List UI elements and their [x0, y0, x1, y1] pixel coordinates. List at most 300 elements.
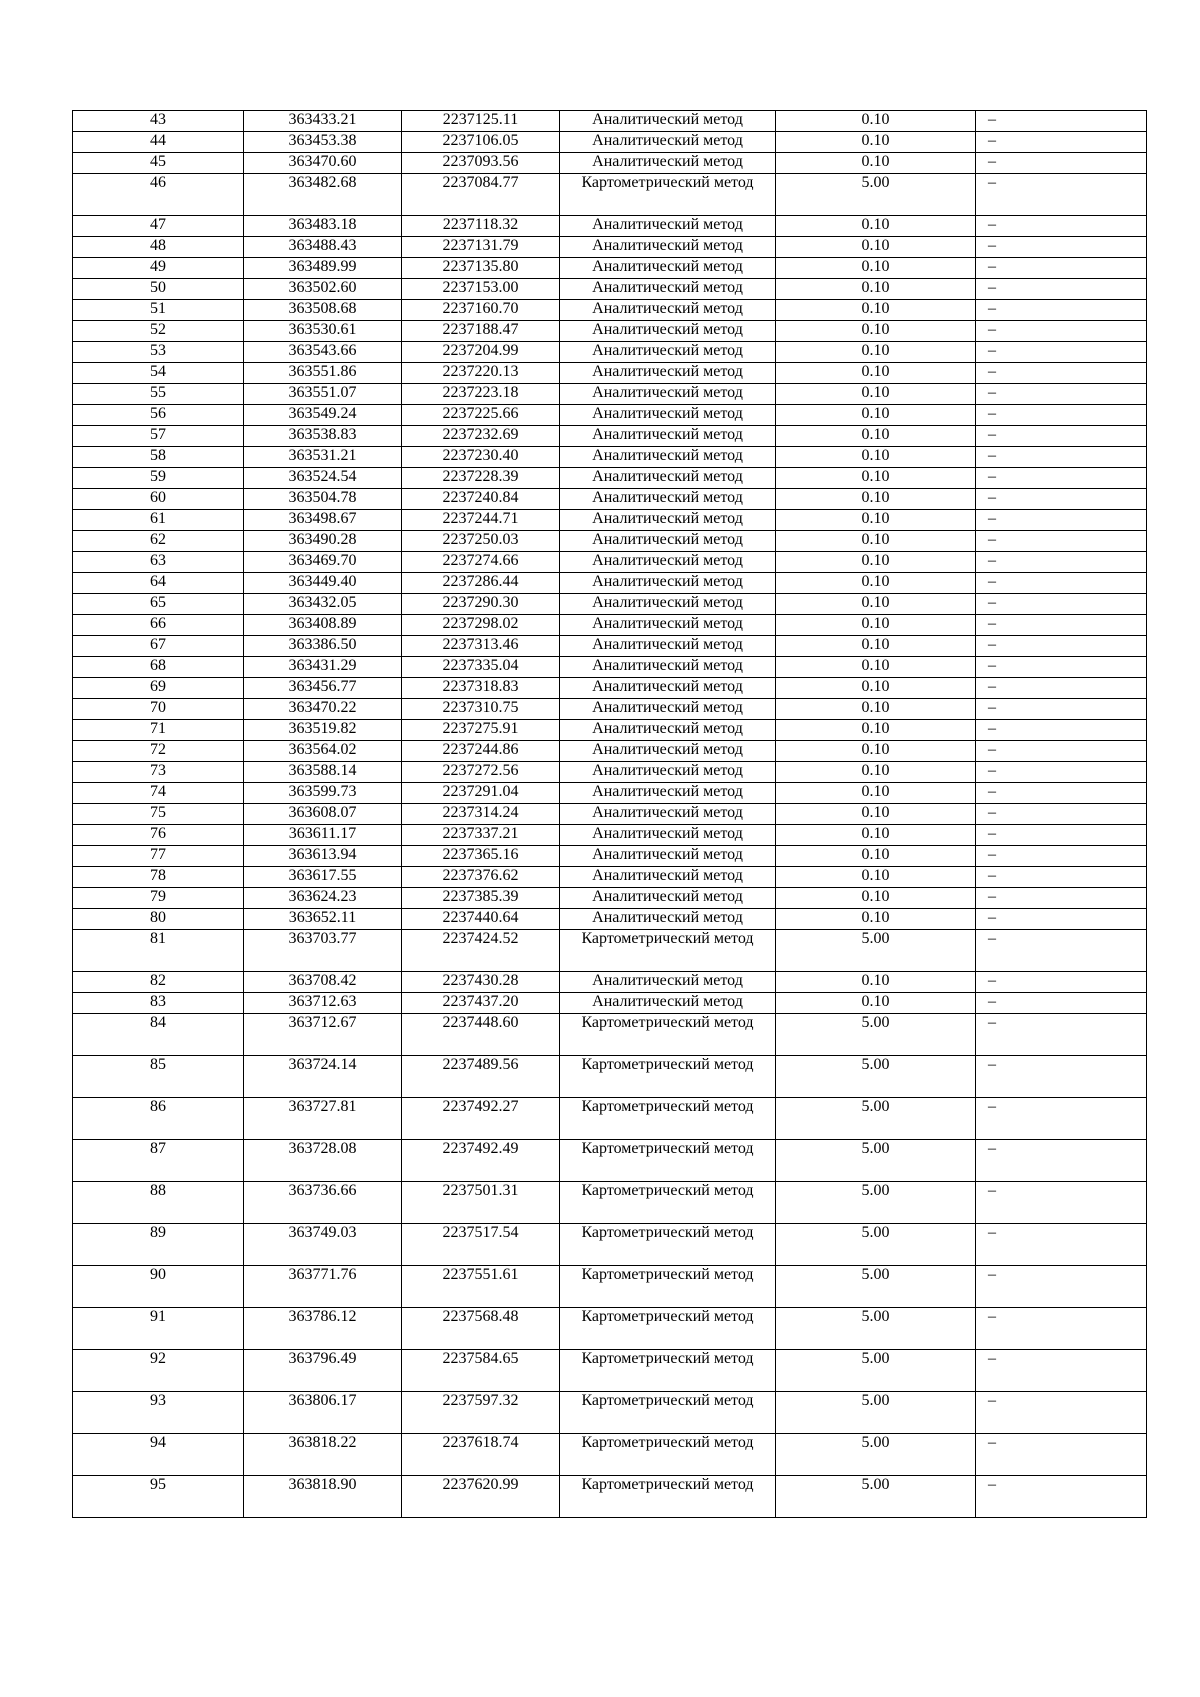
remark-cell: – [976, 804, 1147, 825]
method-cell: Аналитический метод [560, 531, 776, 552]
table-row [73, 132, 1147, 153]
y-coordinate-cell: 2237160.70 [402, 300, 560, 321]
point-number-cell: 94 [73, 1434, 244, 1476]
y-coordinate-cell: 2237437.20 [402, 993, 560, 1014]
y-coordinate-cell: 2237318.83 [402, 678, 560, 699]
accuracy-cell: 0.10 [776, 720, 976, 741]
accuracy-cell: 0.10 [776, 426, 976, 447]
method-cell: Аналитический метод [560, 657, 776, 678]
table-row [73, 342, 1147, 363]
remark-cell: – [976, 1224, 1147, 1266]
remark-cell: – [976, 132, 1147, 153]
method-cell: Аналитический метод [560, 993, 776, 1014]
remark-cell: – [976, 510, 1147, 531]
method-cell: Аналитический метод [560, 972, 776, 993]
x-coordinate-cell: 363712.67 [244, 1014, 402, 1056]
point-number-cell: 69 [73, 678, 244, 699]
table-row [73, 279, 1147, 300]
table-row [73, 426, 1147, 447]
remark-cell: – [976, 573, 1147, 594]
point-number-cell: 53 [73, 342, 244, 363]
table-row [73, 699, 1147, 720]
accuracy-cell: 5.00 [776, 1224, 976, 1266]
x-coordinate-cell: 363431.29 [244, 657, 402, 678]
accuracy-cell: 5.00 [776, 1434, 976, 1476]
remark-cell: – [976, 1014, 1147, 1056]
y-coordinate-cell: 2237313.46 [402, 636, 560, 657]
remark-cell: – [976, 678, 1147, 699]
y-coordinate-cell: 2237492.27 [402, 1098, 560, 1140]
accuracy-cell: 0.10 [776, 153, 976, 174]
y-coordinate-cell: 2237365.16 [402, 846, 560, 867]
table-row [73, 888, 1147, 909]
y-coordinate-cell: 2237597.32 [402, 1392, 560, 1434]
point-number-cell: 75 [73, 804, 244, 825]
method-cell: Аналитический метод [560, 489, 776, 510]
y-coordinate-cell: 2237291.04 [402, 783, 560, 804]
remark-cell: – [976, 300, 1147, 321]
method-cell: Аналитический метод [560, 447, 776, 468]
table-row [73, 1098, 1147, 1140]
y-coordinate-cell: 2237430.28 [402, 972, 560, 993]
x-coordinate-cell: 363708.42 [244, 972, 402, 993]
accuracy-cell: 0.10 [776, 867, 976, 888]
x-coordinate-cell: 363449.40 [244, 573, 402, 594]
y-coordinate-cell: 2237618.74 [402, 1434, 560, 1476]
table-row [73, 678, 1147, 699]
remark-cell: – [976, 363, 1147, 384]
y-coordinate-cell: 2237084.77 [402, 174, 560, 216]
point-number-cell: 52 [73, 321, 244, 342]
table-row [73, 489, 1147, 510]
method-cell: Картометрический метод [560, 1140, 776, 1182]
accuracy-cell: 5.00 [776, 1350, 976, 1392]
x-coordinate-cell: 363549.24 [244, 405, 402, 426]
y-coordinate-cell: 2237440.64 [402, 909, 560, 930]
remark-cell: – [976, 993, 1147, 1014]
method-cell: Аналитический метод [560, 300, 776, 321]
remark-cell: – [976, 153, 1147, 174]
y-coordinate-cell: 2237225.66 [402, 405, 560, 426]
method-cell: Аналитический метод [560, 405, 776, 426]
accuracy-cell: 0.10 [776, 993, 976, 1014]
y-coordinate-cell: 2237492.49 [402, 1140, 560, 1182]
method-cell: Картометрический метод [560, 1350, 776, 1392]
x-coordinate-cell: 363453.38 [244, 132, 402, 153]
point-number-cell: 73 [73, 762, 244, 783]
method-cell: Картометрический метод [560, 1266, 776, 1308]
remark-cell: – [976, 1056, 1147, 1098]
point-number-cell: 72 [73, 741, 244, 762]
table-row [73, 573, 1147, 594]
y-coordinate-cell: 2237448.60 [402, 1014, 560, 1056]
y-coordinate-cell: 2237153.00 [402, 279, 560, 300]
y-coordinate-cell: 2237286.44 [402, 573, 560, 594]
y-coordinate-cell: 2237093.56 [402, 153, 560, 174]
y-coordinate-cell: 2237568.48 [402, 1308, 560, 1350]
point-number-cell: 95 [73, 1476, 244, 1518]
y-coordinate-cell: 2237335.04 [402, 657, 560, 678]
point-number-cell: 60 [73, 489, 244, 510]
table-row [73, 1434, 1147, 1476]
remark-cell: – [976, 552, 1147, 573]
y-coordinate-cell: 2237106.05 [402, 132, 560, 153]
accuracy-cell: 0.10 [776, 279, 976, 300]
x-coordinate-cell: 363508.68 [244, 300, 402, 321]
table-row [73, 468, 1147, 489]
point-number-cell: 83 [73, 993, 244, 1014]
accuracy-cell: 0.10 [776, 300, 976, 321]
remark-cell: – [976, 321, 1147, 342]
accuracy-cell: 0.10 [776, 762, 976, 783]
point-number-cell: 62 [73, 531, 244, 552]
remark-cell: – [976, 1098, 1147, 1140]
table-row [73, 216, 1147, 237]
y-coordinate-cell: 2237223.18 [402, 384, 560, 405]
method-cell: Аналитический метод [560, 594, 776, 615]
point-number-cell: 87 [73, 1140, 244, 1182]
remark-cell: – [976, 615, 1147, 636]
method-cell: Картометрический метод [560, 1098, 776, 1140]
accuracy-cell: 5.00 [776, 1098, 976, 1140]
method-cell: Аналитический метод [560, 846, 776, 867]
table-row [73, 972, 1147, 993]
remark-cell: – [976, 1140, 1147, 1182]
table-row [73, 174, 1147, 216]
y-coordinate-cell: 2237517.54 [402, 1224, 560, 1266]
point-number-cell: 70 [73, 699, 244, 720]
y-coordinate-cell: 2237275.91 [402, 720, 560, 741]
table-row [73, 846, 1147, 867]
remark-cell: – [976, 468, 1147, 489]
accuracy-cell: 0.10 [776, 216, 976, 237]
accuracy-cell: 0.10 [776, 384, 976, 405]
method-cell: Аналитический метод [560, 363, 776, 384]
x-coordinate-cell: 363599.73 [244, 783, 402, 804]
method-cell: Аналитический метод [560, 132, 776, 153]
method-cell: Картометрический метод [560, 1434, 776, 1476]
x-coordinate-cell: 363538.83 [244, 426, 402, 447]
method-cell: Аналитический метод [560, 111, 776, 132]
method-cell: Картометрический метод [560, 1014, 776, 1056]
accuracy-cell: 0.10 [776, 846, 976, 867]
x-coordinate-cell: 363469.70 [244, 552, 402, 573]
point-number-cell: 47 [73, 216, 244, 237]
point-number-cell: 45 [73, 153, 244, 174]
method-cell: Аналитический метод [560, 783, 776, 804]
method-cell: Аналитический метод [560, 321, 776, 342]
x-coordinate-cell: 363488.43 [244, 237, 402, 258]
remark-cell: – [976, 1266, 1147, 1308]
table-row [73, 384, 1147, 405]
x-coordinate-cell: 363728.08 [244, 1140, 402, 1182]
accuracy-cell: 0.10 [776, 783, 976, 804]
accuracy-cell: 0.10 [776, 237, 976, 258]
x-coordinate-cell: 363564.02 [244, 741, 402, 762]
accuracy-cell: 5.00 [776, 1476, 976, 1518]
x-coordinate-cell: 363551.07 [244, 384, 402, 405]
point-number-cell: 64 [73, 573, 244, 594]
method-cell: Аналитический метод [560, 426, 776, 447]
accuracy-cell: 0.10 [776, 573, 976, 594]
method-cell: Аналитический метод [560, 153, 776, 174]
remark-cell: – [976, 342, 1147, 363]
y-coordinate-cell: 2237244.71 [402, 510, 560, 531]
table-row [73, 1308, 1147, 1350]
method-cell: Аналитический метод [560, 741, 776, 762]
y-coordinate-cell: 2237188.47 [402, 321, 560, 342]
table-row [73, 636, 1147, 657]
y-coordinate-cell: 2237376.62 [402, 867, 560, 888]
table-row [73, 930, 1147, 972]
table-row [73, 720, 1147, 741]
method-cell: Картометрический метод [560, 1224, 776, 1266]
table-row [73, 1350, 1147, 1392]
method-cell: Аналитический метод [560, 573, 776, 594]
y-coordinate-cell: 2237230.40 [402, 447, 560, 468]
y-coordinate-cell: 2237551.61 [402, 1266, 560, 1308]
table-row [73, 237, 1147, 258]
method-cell: Аналитический метод [560, 867, 776, 888]
y-coordinate-cell: 2237290.30 [402, 594, 560, 615]
method-cell: Аналитический метод [560, 510, 776, 531]
x-coordinate-cell: 363490.28 [244, 531, 402, 552]
point-number-cell: 48 [73, 237, 244, 258]
remark-cell: – [976, 489, 1147, 510]
method-cell: Аналитический метод [560, 636, 776, 657]
table-row [73, 1392, 1147, 1434]
method-cell: Аналитический метод [560, 468, 776, 489]
method-cell: Аналитический метод [560, 909, 776, 930]
remark-cell: – [976, 531, 1147, 552]
y-coordinate-cell: 2237220.13 [402, 363, 560, 384]
table-row [73, 594, 1147, 615]
x-coordinate-cell: 363489.99 [244, 258, 402, 279]
method-cell: Аналитический метод [560, 720, 776, 741]
point-number-cell: 55 [73, 384, 244, 405]
method-cell: Картометрический метод [560, 1056, 776, 1098]
table-row [73, 111, 1147, 132]
table-row [73, 762, 1147, 783]
method-cell: Аналитический метод [560, 699, 776, 720]
accuracy-cell: 5.00 [776, 1140, 976, 1182]
x-coordinate-cell: 363456.77 [244, 678, 402, 699]
table-row [73, 321, 1147, 342]
remark-cell: – [976, 846, 1147, 867]
y-coordinate-cell: 2237118.32 [402, 216, 560, 237]
remark-cell: – [976, 216, 1147, 237]
accuracy-cell: 0.10 [776, 468, 976, 489]
table-row [73, 1056, 1147, 1098]
accuracy-cell: 0.10 [776, 804, 976, 825]
point-number-cell: 79 [73, 888, 244, 909]
method-cell: Картометрический метод [560, 1476, 776, 1518]
accuracy-cell: 0.10 [776, 657, 976, 678]
x-coordinate-cell: 363736.66 [244, 1182, 402, 1224]
x-coordinate-cell: 363588.14 [244, 762, 402, 783]
point-number-cell: 84 [73, 1014, 244, 1056]
x-coordinate-cell: 363727.81 [244, 1098, 402, 1140]
remark-cell: – [976, 762, 1147, 783]
method-cell: Аналитический метод [560, 279, 776, 300]
remark-cell: – [976, 699, 1147, 720]
remark-cell: – [976, 1476, 1147, 1518]
y-coordinate-cell: 2237584.65 [402, 1350, 560, 1392]
method-cell: Картометрический метод [560, 1182, 776, 1224]
table-row [73, 1140, 1147, 1182]
table-row [73, 1224, 1147, 1266]
point-number-cell: 88 [73, 1182, 244, 1224]
table-row [73, 1266, 1147, 1308]
point-number-cell: 67 [73, 636, 244, 657]
accuracy-cell: 0.10 [776, 111, 976, 132]
accuracy-cell: 5.00 [776, 1392, 976, 1434]
y-coordinate-cell: 2237489.56 [402, 1056, 560, 1098]
table-row [73, 153, 1147, 174]
method-cell: Аналитический метод [560, 678, 776, 699]
table-row [73, 657, 1147, 678]
remark-cell: – [976, 867, 1147, 888]
point-number-cell: 49 [73, 258, 244, 279]
method-cell: Картометрический метод [560, 1392, 776, 1434]
x-coordinate-cell: 363796.49 [244, 1350, 402, 1392]
point-number-cell: 76 [73, 825, 244, 846]
y-coordinate-cell: 2237204.99 [402, 342, 560, 363]
point-number-cell: 59 [73, 468, 244, 489]
x-coordinate-cell: 363818.90 [244, 1476, 402, 1518]
table-row [73, 1182, 1147, 1224]
table-row [73, 783, 1147, 804]
accuracy-cell: 5.00 [776, 1056, 976, 1098]
point-number-cell: 63 [73, 552, 244, 573]
y-coordinate-cell: 2237298.02 [402, 615, 560, 636]
y-coordinate-cell: 2237314.24 [402, 804, 560, 825]
point-number-cell: 58 [73, 447, 244, 468]
point-number-cell: 80 [73, 909, 244, 930]
table-row [73, 741, 1147, 762]
x-coordinate-cell: 363608.07 [244, 804, 402, 825]
accuracy-cell: 0.10 [776, 510, 976, 531]
point-number-cell: 61 [73, 510, 244, 531]
table-row [73, 1476, 1147, 1518]
point-number-cell: 90 [73, 1266, 244, 1308]
point-number-cell: 44 [73, 132, 244, 153]
table-row [73, 363, 1147, 384]
table-row [73, 615, 1147, 636]
accuracy-cell: 0.10 [776, 405, 976, 426]
accuracy-cell: 0.10 [776, 741, 976, 762]
method-cell: Картометрический метод [560, 930, 776, 972]
point-number-cell: 77 [73, 846, 244, 867]
table-row [73, 447, 1147, 468]
y-coordinate-cell: 2237337.21 [402, 825, 560, 846]
x-coordinate-cell: 363806.17 [244, 1392, 402, 1434]
y-coordinate-cell: 2237424.52 [402, 930, 560, 972]
remark-cell: – [976, 237, 1147, 258]
remark-cell: – [976, 972, 1147, 993]
table-row [73, 867, 1147, 888]
accuracy-cell: 0.10 [776, 699, 976, 720]
remark-cell: – [976, 1392, 1147, 1434]
remark-cell: – [976, 279, 1147, 300]
method-cell: Аналитический метод [560, 804, 776, 825]
x-coordinate-cell: 363531.21 [244, 447, 402, 468]
y-coordinate-cell: 2237272.56 [402, 762, 560, 783]
accuracy-cell: 0.10 [776, 132, 976, 153]
y-coordinate-cell: 2237310.75 [402, 699, 560, 720]
x-coordinate-cell: 363524.54 [244, 468, 402, 489]
table-row [73, 531, 1147, 552]
point-number-cell: 91 [73, 1308, 244, 1350]
accuracy-cell: 0.10 [776, 615, 976, 636]
method-cell: Аналитический метод [560, 762, 776, 783]
coordinates-table-body [73, 111, 1147, 1518]
y-coordinate-cell: 2237131.79 [402, 237, 560, 258]
x-coordinate-cell: 363724.14 [244, 1056, 402, 1098]
accuracy-cell: 0.10 [776, 489, 976, 510]
x-coordinate-cell: 363771.76 [244, 1266, 402, 1308]
x-coordinate-cell: 363712.63 [244, 993, 402, 1014]
table-row [73, 1014, 1147, 1056]
point-number-cell: 50 [73, 279, 244, 300]
accuracy-cell: 0.10 [776, 342, 976, 363]
accuracy-cell: 0.10 [776, 258, 976, 279]
remark-cell: – [976, 405, 1147, 426]
accuracy-cell: 0.10 [776, 531, 976, 552]
remark-cell: – [976, 1182, 1147, 1224]
x-coordinate-cell: 363504.78 [244, 489, 402, 510]
method-cell: Аналитический метод [560, 552, 776, 573]
remark-cell: – [976, 111, 1147, 132]
remark-cell: – [976, 930, 1147, 972]
x-coordinate-cell: 363433.21 [244, 111, 402, 132]
remark-cell: – [976, 657, 1147, 678]
accuracy-cell: 0.10 [776, 363, 976, 384]
coordinates-table [72, 110, 1147, 1518]
x-coordinate-cell: 363613.94 [244, 846, 402, 867]
x-coordinate-cell: 363543.66 [244, 342, 402, 363]
y-coordinate-cell: 2237228.39 [402, 468, 560, 489]
point-number-cell: 86 [73, 1098, 244, 1140]
x-coordinate-cell: 363786.12 [244, 1308, 402, 1350]
remark-cell: – [976, 909, 1147, 930]
accuracy-cell: 0.10 [776, 888, 976, 909]
method-cell: Аналитический метод [560, 237, 776, 258]
method-cell: Аналитический метод [560, 216, 776, 237]
point-number-cell: 46 [73, 174, 244, 216]
point-number-cell: 54 [73, 363, 244, 384]
method-cell: Аналитический метод [560, 384, 776, 405]
table-row [73, 909, 1147, 930]
x-coordinate-cell: 363530.61 [244, 321, 402, 342]
table-row [73, 405, 1147, 426]
point-number-cell: 43 [73, 111, 244, 132]
x-coordinate-cell: 363519.82 [244, 720, 402, 741]
table-row [73, 825, 1147, 846]
remark-cell: – [976, 888, 1147, 909]
remark-cell: – [976, 384, 1147, 405]
accuracy-cell: 0.10 [776, 909, 976, 930]
remark-cell: – [976, 1308, 1147, 1350]
table-row [73, 258, 1147, 279]
x-coordinate-cell: 363408.89 [244, 615, 402, 636]
accuracy-cell: 0.10 [776, 972, 976, 993]
table-row [73, 300, 1147, 321]
remark-cell: – [976, 741, 1147, 762]
accuracy-cell: 0.10 [776, 825, 976, 846]
point-number-cell: 78 [73, 867, 244, 888]
x-coordinate-cell: 363482.68 [244, 174, 402, 216]
